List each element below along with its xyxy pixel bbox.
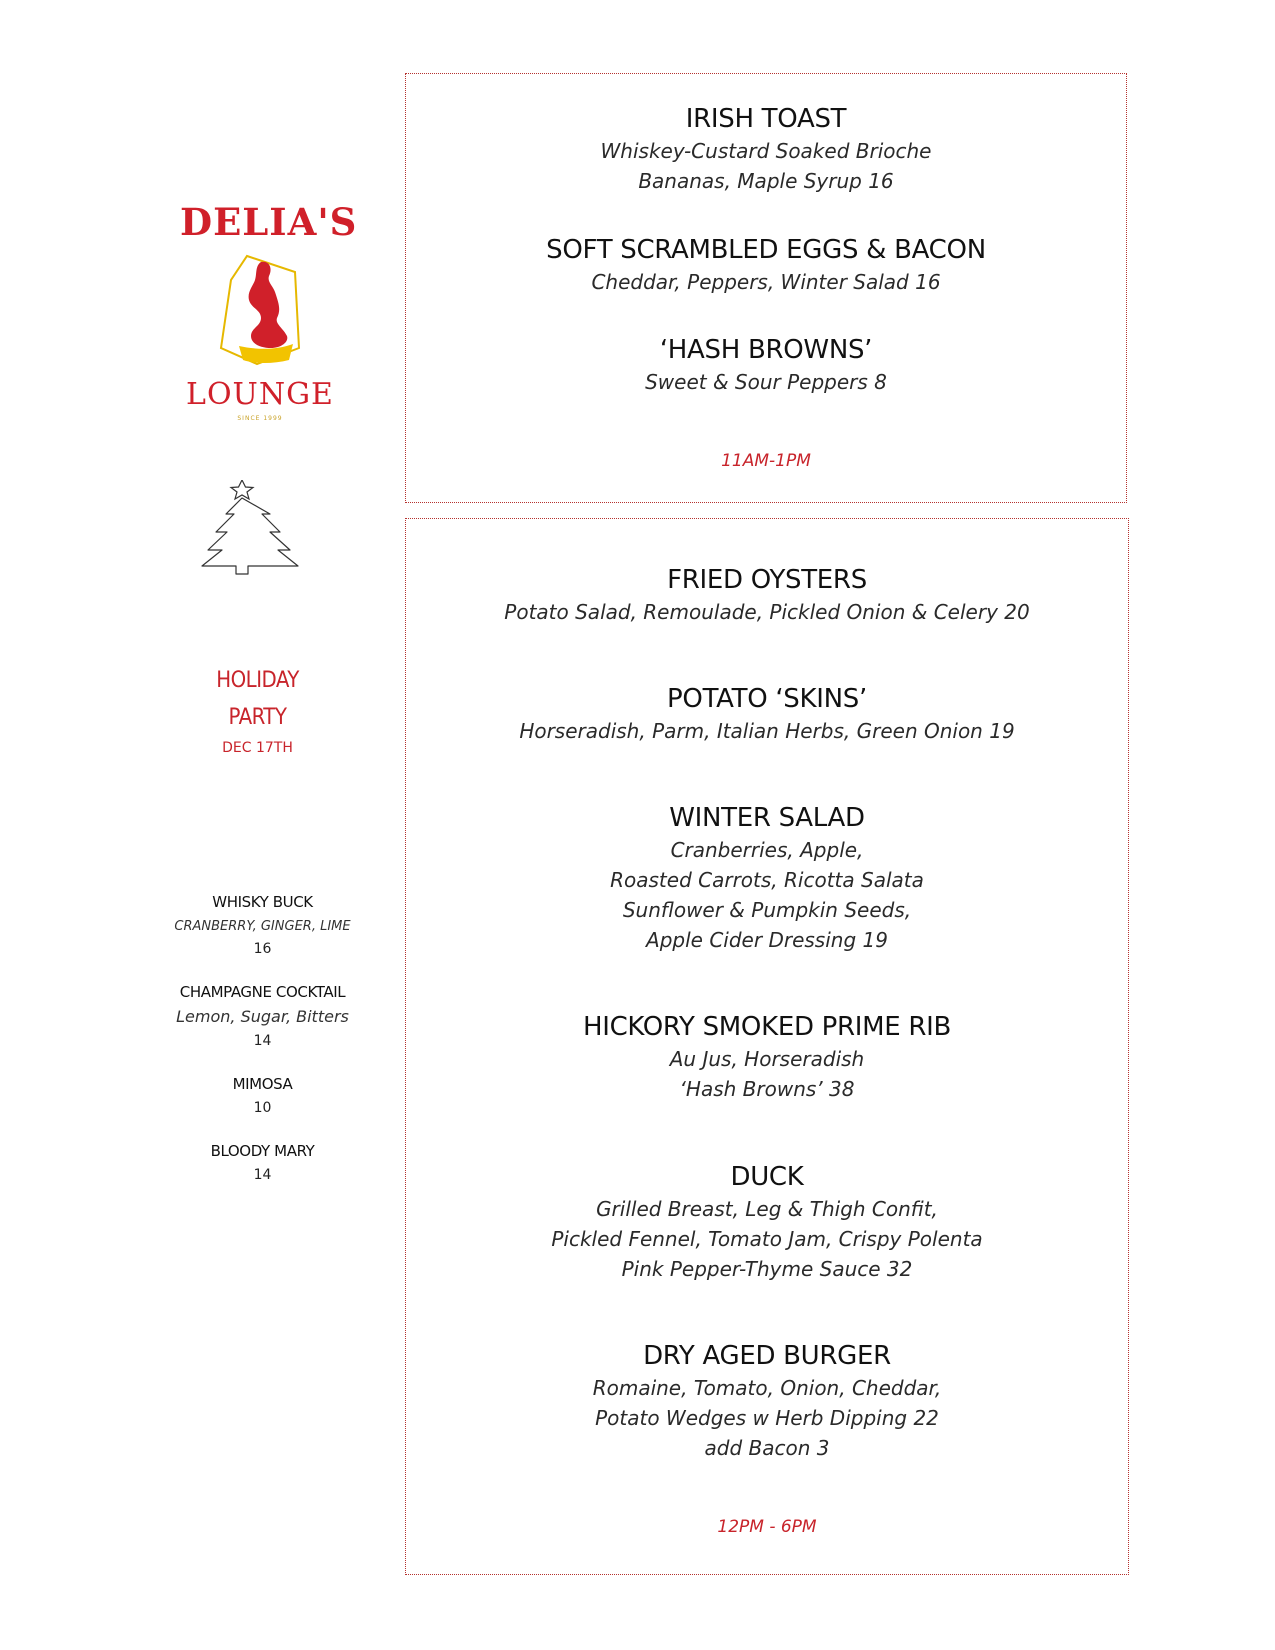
holiday-party-heading: [155, 662, 360, 756]
logo-brand-text: DELIA'S: [180, 200, 358, 244]
menu-item-desc: Cheddar, Peppers, Winter Salad 16: [591, 270, 941, 294]
dinner-menu-box: [405, 518, 1129, 1575]
menu-item-title: ‘HASH BROWNS’: [659, 335, 873, 365]
drink-desc: Lemon, Sugar, Bitters: [176, 1007, 349, 1026]
dancer-logo-icon: [217, 252, 303, 374]
menu-item: [406, 682, 1128, 746]
menu-item-desc: Grilled Breast, Leg & Thigh Confit,: [596, 1197, 938, 1221]
menu-item-desc: Apple Cider Dressing 19: [646, 928, 888, 952]
menu-item-desc: Pickled Fennel, Tomato Jam, Crispy Polenta: [551, 1227, 983, 1251]
drink-name: WHISKY BUCK: [212, 893, 313, 911]
drink-desc: CRANBERRY, GINGER, LIME: [174, 919, 351, 934]
menu-item-desc: Horseradish, Parm, Italian Herbs, Green Onion 19: [519, 719, 1015, 743]
drink-name: CHAMPAGNE COCKTAIL: [179, 983, 346, 1001]
drink-price: 10: [253, 1100, 272, 1116]
menu-item-desc: Potato Wedges w Herb Dipping 22: [595, 1406, 939, 1430]
drinks-list: [155, 893, 370, 1209]
drink-price: 14: [253, 1033, 272, 1049]
menu-item: [406, 1010, 1128, 1104]
menu-item-title: DRY AGED BURGER: [643, 1341, 891, 1371]
menu-item-desc: add Bacon 3: [704, 1436, 830, 1460]
holiday-title-line2: PARTY: [228, 705, 287, 730]
menu-item-desc: Bananas, Maple Syrup 16: [638, 169, 894, 193]
menu-item-title: WINTER SALAD: [669, 803, 865, 833]
menu-item-desc: Pink Pepper-Thyme Sauce 32: [621, 1257, 913, 1281]
holiday-title-line1: HOLIDAY: [216, 668, 299, 693]
brunch-hours: 11AM-1PM: [721, 451, 811, 471]
logo-since-text: SINCE 1999: [237, 415, 283, 422]
menu-item: [406, 333, 1126, 397]
dinner-hours: 12PM - 6PM: [717, 1517, 817, 1537]
menu-item-desc: ‘Hash Browns’ 38: [679, 1077, 855, 1101]
menu-item-desc: Potato Salad, Remoulade, Pickled Onion & Celery 20: [504, 600, 1030, 624]
menu-item-title: POTATO ‘SKINS’: [667, 684, 867, 714]
menu-item-desc: Sunflower & Pumpkin Seeds,: [622, 898, 912, 922]
delias-lounge-logo: [180, 200, 358, 430]
drink-price: 14: [253, 1167, 272, 1183]
drink-name: BLOODY MARY: [210, 1142, 315, 1160]
menu-item-desc: Sweet & Sour Peppers 8: [645, 370, 887, 394]
menu-item-desc: Romaine, Tomato, Onion, Cheddar,: [592, 1376, 942, 1400]
menu-item-title: SOFT SCRAMBLED EGGS & BACON: [546, 235, 986, 265]
brunch-menu-box: [405, 73, 1127, 503]
drink-item: [155, 1142, 370, 1183]
drink-price: 16: [253, 941, 272, 957]
menu-item-title: FRIED OYSTERS: [667, 565, 867, 595]
menu-item-desc: Whiskey-Custard Soaked Brioche: [600, 139, 932, 163]
holiday-date: DEC 17TH: [222, 740, 293, 756]
menu-item: [406, 563, 1128, 627]
christmas-tree-icon: [200, 480, 300, 578]
drink-item: [155, 983, 370, 1049]
menu-item-title: DUCK: [730, 1162, 804, 1192]
drink-name: MIMOSA: [232, 1075, 293, 1093]
menu-item: [406, 801, 1128, 955]
drink-item: [155, 1075, 370, 1116]
menu-item: [406, 102, 1126, 196]
menu-item-title: HICKORY SMOKED PRIME RIB: [582, 1012, 952, 1042]
menu-item-desc: Au Jus, Horseradish: [669, 1047, 865, 1071]
logo-lounge-text: LOUNGE: [186, 377, 334, 412]
drink-item: [155, 893, 370, 957]
menu-item-title: IRISH TOAST: [685, 104, 847, 134]
menu-item: [406, 233, 1126, 297]
menu-item: [406, 1339, 1128, 1463]
menu-item-desc: Roasted Carrots, Ricotta Salata: [610, 868, 924, 892]
menu-item-desc: Cranberries, Apple,: [670, 838, 864, 862]
menu-item: [406, 1160, 1128, 1284]
